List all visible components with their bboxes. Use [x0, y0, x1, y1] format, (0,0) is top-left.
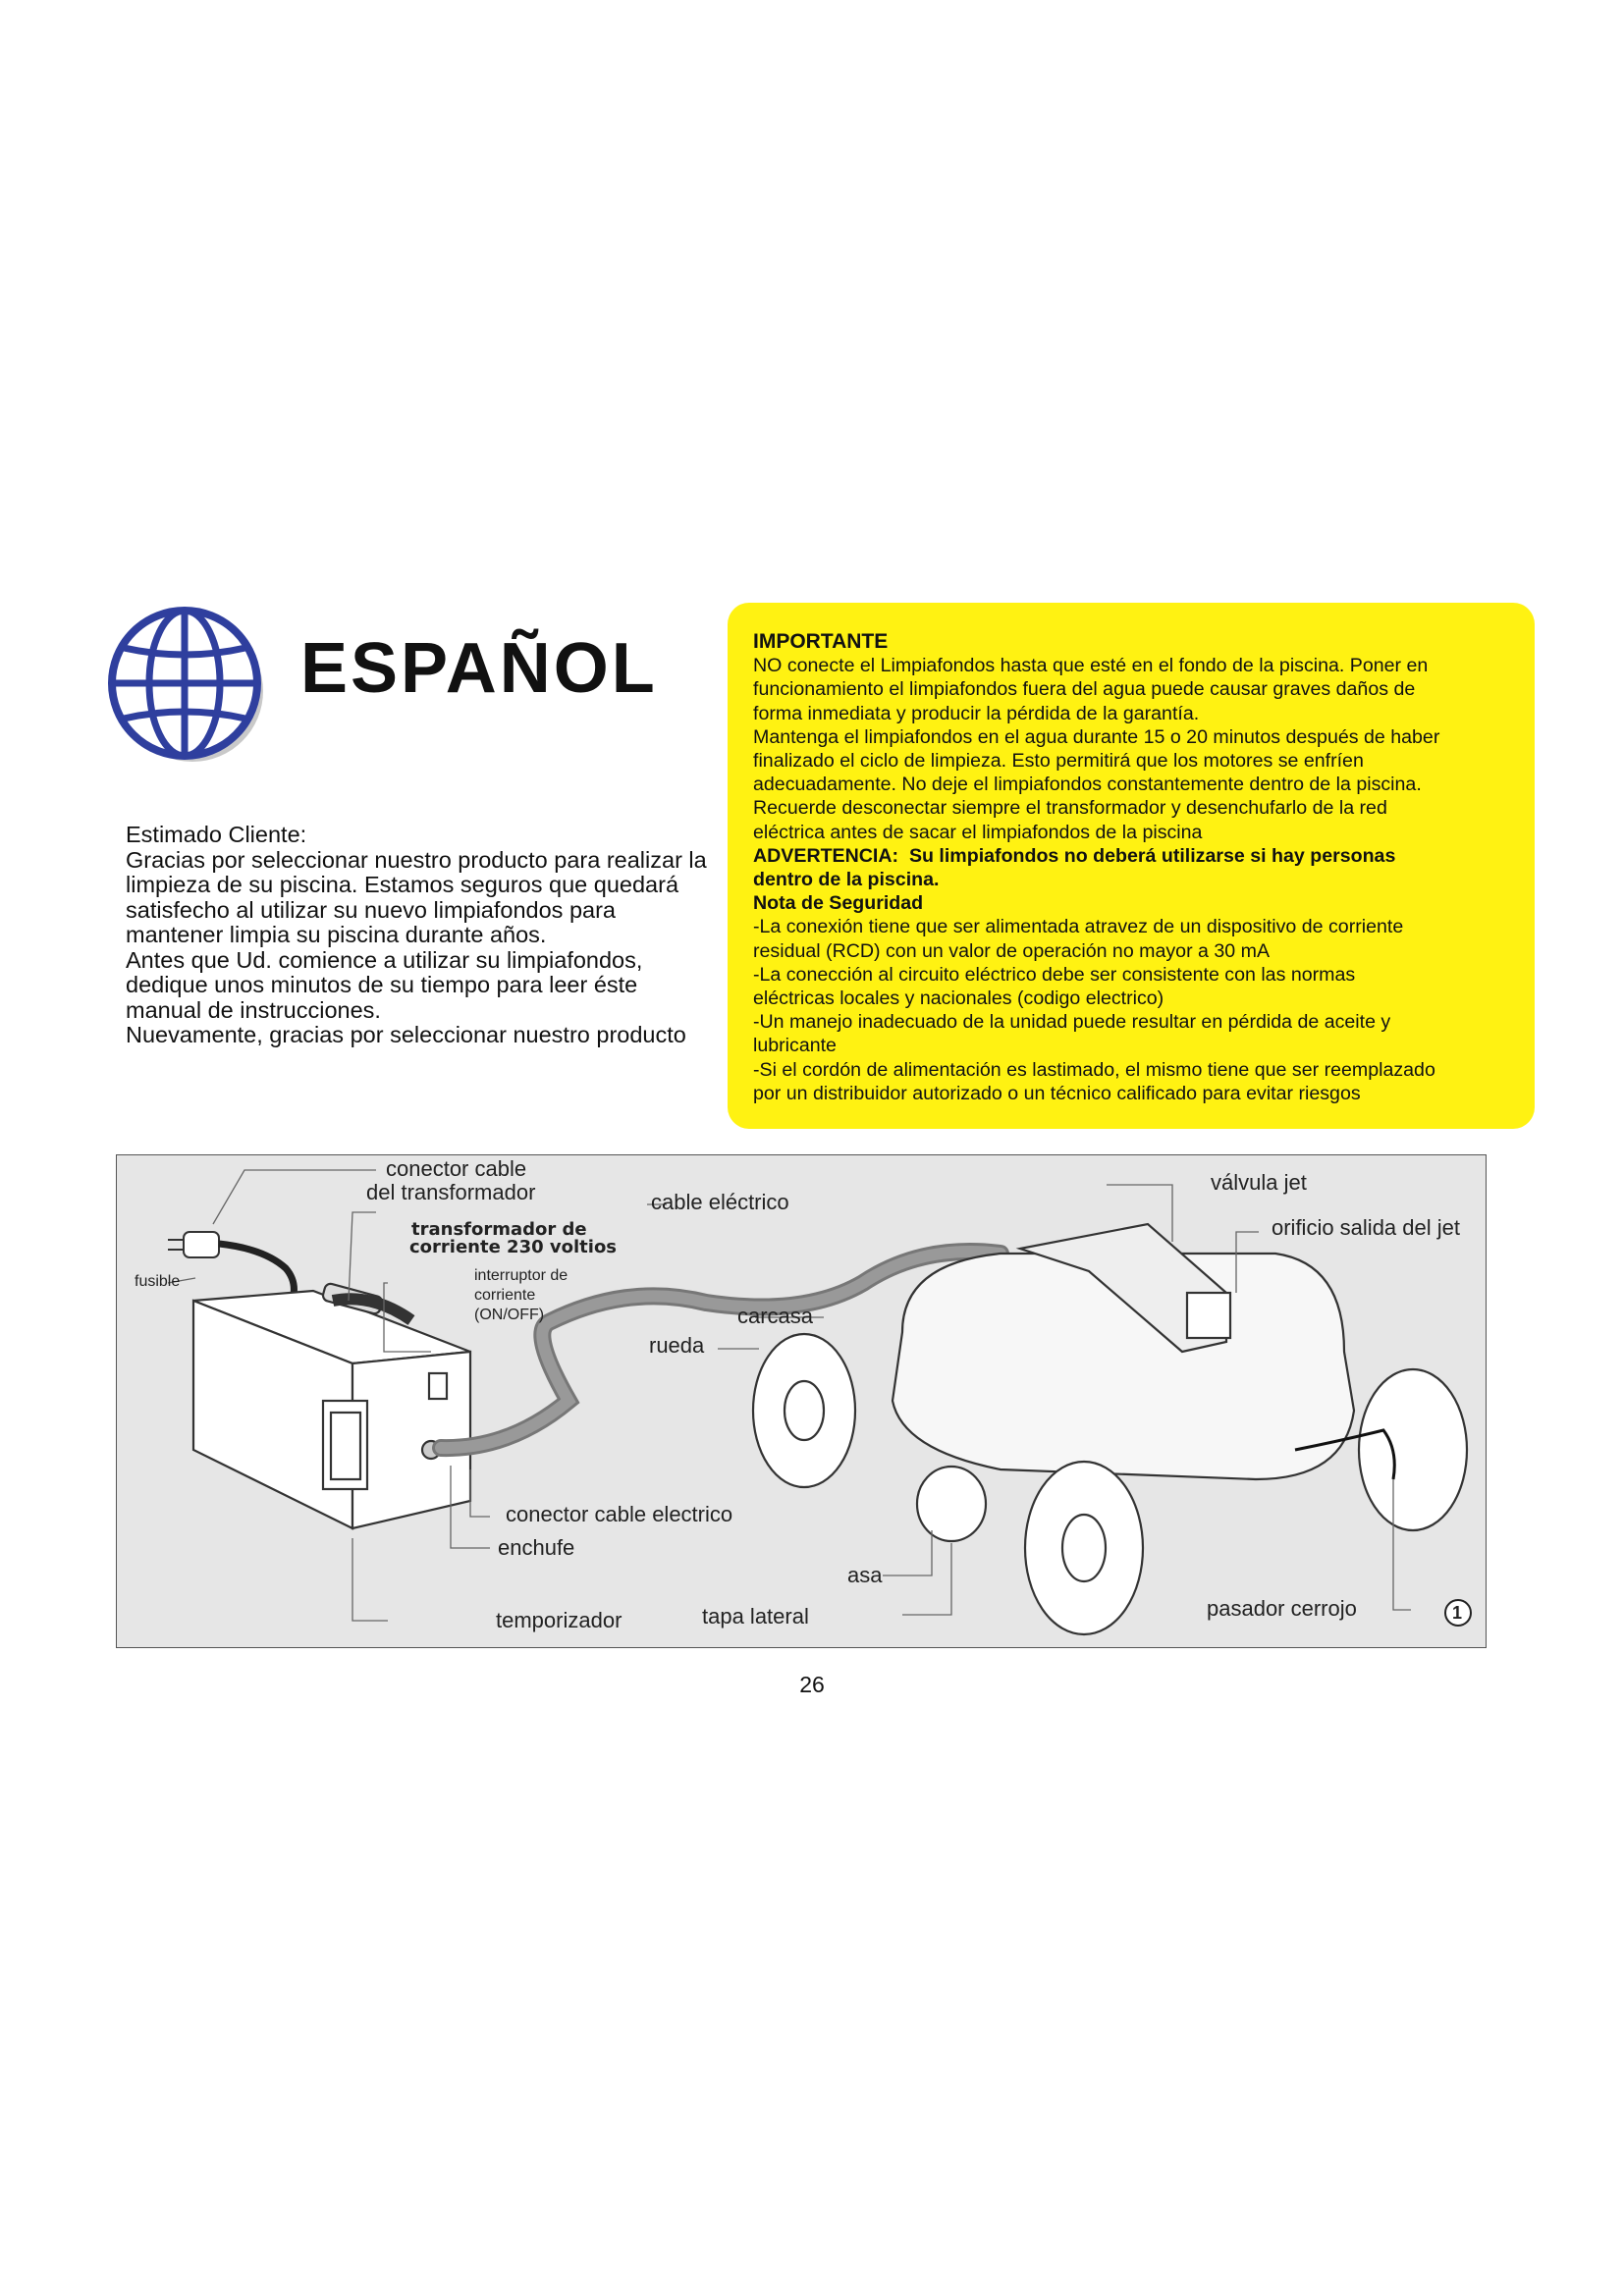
product-diagram: [116, 1154, 1487, 1648]
label-valvula-jet: válvula jet: [1211, 1170, 1307, 1195]
label-enchufe: enchufe: [498, 1535, 575, 1560]
page-number: 26: [799, 1672, 825, 1697]
safety-line: -Si el cordón de alimentación es lastimado, el mismo tiene que ser reemplazado: [753, 1058, 1435, 1081]
safety-line: eléctricas locales y nacionales (codigo electrico): [753, 988, 1164, 1010]
transformer-box: [193, 1283, 470, 1528]
page-title: ESPAÑOL: [300, 629, 658, 708]
safety-line: lubricante: [753, 1035, 837, 1057]
label-orificio: orificio salida del jet: [1272, 1215, 1460, 1240]
label-interruptor-3: (ON/OFF): [474, 1307, 545, 1323]
warning-text: Su limpiafondos no deberá utilizarse si hay personas: [908, 844, 1396, 867]
label-cable-electrico: cable eléctrico: [651, 1190, 789, 1214]
notice-line: funcionamiento el limpiafondos fuera del agua puede causar graves daños de: [753, 678, 1416, 701]
safety-line: -La conexión tiene que ser alimentada atravez de un dispositivo de corriente: [753, 916, 1404, 938]
label-temporizador: temporizador: [496, 1608, 623, 1632]
safety-heading: Nota de Seguridad: [753, 892, 924, 915]
important-notice-box: [728, 603, 1535, 1129]
safety-line: residual (RCD) con un valor de operación no mayor a 30 mA: [753, 939, 1271, 962]
globe-icon: [102, 601, 269, 768]
intro-line: Nuevamente, gracias por seleccionar nuestro producto: [126, 1022, 686, 1047]
label-asa: asa: [847, 1563, 883, 1587]
important-heading: IMPORTANTE: [753, 630, 889, 653]
notice-line: Mantenga el limpiafondos en el agua durante 15 o 20 minutos después de haber: [753, 725, 1440, 748]
label-conector-electrico: conector cable electrico: [506, 1502, 733, 1526]
safety-line: -Un manejo inadecuado de la unidad puede resultar en pérdida de aceite y: [753, 1011, 1391, 1034]
label-fusible: fusible: [135, 1273, 181, 1290]
label-pasador-cerrojo: pasador cerrojo: [1207, 1596, 1357, 1621]
intro-line: dedique unos minutos de su tiempo para leer éste: [126, 972, 638, 997]
notice-line: finalizado el ciclo de limpieza. Esto permitirá que los motores se enfríen: [753, 750, 1364, 773]
safety-line: -La conección al circuito eléctrico debe ser consistente con las normas: [753, 963, 1356, 986]
label-tapa-lateral: tapa lateral: [702, 1604, 809, 1629]
notice-line: forma inmediata y producir la pérdida de la garantía.: [753, 702, 1200, 724]
intro-line: manual de instrucciones.: [126, 996, 381, 1023]
label-interruptor-2: corriente: [474, 1287, 536, 1304]
intro-line: Antes que Ud. comience a utilizar su limpiafondos,: [126, 946, 643, 973]
label-conector-cable: conector cable: [386, 1156, 527, 1181]
notice-line: eléctrica antes de sacar el limpiafondos de la piscina: [753, 821, 1203, 843]
label-interruptor: interruptor de: [474, 1267, 568, 1284]
label-transformador: transformador de: [411, 1219, 587, 1240]
warning-line-2: dentro de la piscina.: [753, 869, 940, 891]
notice-line: NO conecte el Limpiafondos hasta que esté en el fondo de la piscina. Poner en: [753, 655, 1429, 677]
warning-label: ADVERTENCIA:: [753, 844, 899, 867]
figure-number: 1: [1452, 1603, 1463, 1623]
label-transformador-2: corriente 230 voltios: [409, 1237, 618, 1257]
notice-line: Recuerde desconectar siempre el transformador y desenchufarlo de la red: [753, 797, 1387, 820]
label-carcasa: carcasa: [737, 1304, 814, 1328]
notice-line: adecuadamente. No deje el limpiafondos constantemente dentro de la piscina.: [753, 774, 1422, 796]
intro-text: [126, 823, 734, 1048]
label-conector-cable-2: del transformador: [366, 1180, 536, 1204]
label-rueda: rueda: [649, 1333, 705, 1358]
warning-line: [753, 844, 1511, 868]
plug-icon: [168, 1232, 219, 1257]
intro-line: mantener limpia su piscina durante años.: [126, 922, 547, 947]
intro-line: Gracias por seleccionar nuestro producto para realizar la: [126, 846, 707, 873]
intro-line: limpieza de su piscina. Estamos seguros que quedará: [126, 872, 679, 897]
safety-line: por un distribuidor autorizado o un técnico calificado para evitar riesgos: [753, 1082, 1361, 1104]
intro-line: satisfecho al utilizar su nuevo limpiafondos para: [126, 896, 616, 923]
intro-line: Estimado Cliente:: [126, 822, 307, 847]
